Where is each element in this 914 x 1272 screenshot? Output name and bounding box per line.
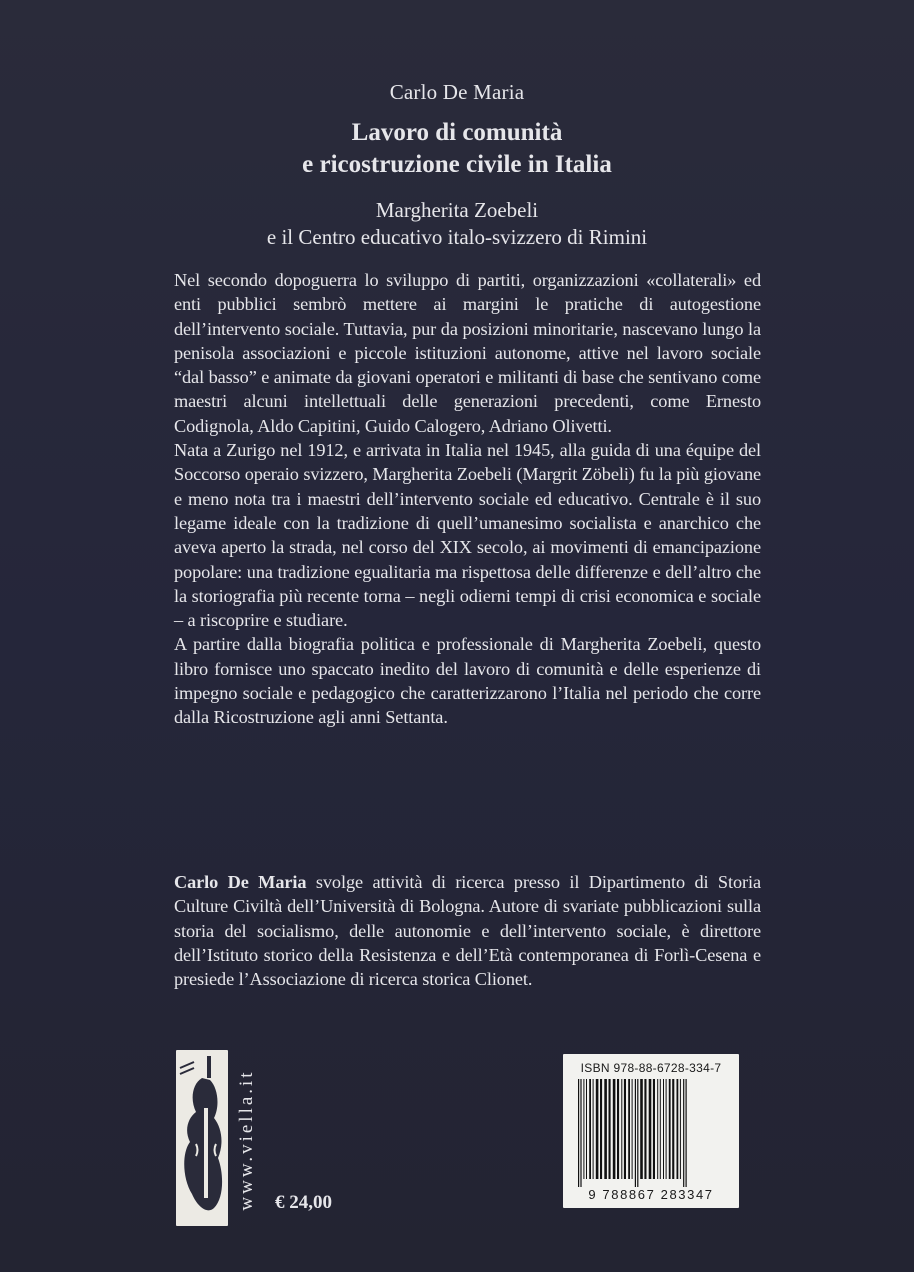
blurb-paragraph: Nel secondo dopoguerra lo sviluppo di partiti, organizzazioni «collaterali» ed enti pubblici sembrò mettere ai margini le pratiche di autogestione dell’intervento sociale. Tuttavia, pur da posizioni minoritarie, nascevano lungo la penisola associazioni e piccole istituzioni autonome, attive nel lavoro sociale “dal basso” e animate da giovani operatori e militanti di base che sentivano come maestri alcuni intellettuali delle generazioni precedenti, come Ernesto Codignola, Aldo Capitini, Guido Calogero, Adriano Olivetti.: [174, 270, 761, 436]
book-subtitle: [0, 197, 914, 251]
publisher-website-text: www.viella.it: [236, 1069, 257, 1211]
book-blurb: [174, 268, 761, 730]
violin-icon: [174, 1048, 230, 1228]
barcode-digits: 9 788867 283347: [588, 1187, 714, 1202]
book-subtitle-line: e il Centro educativo italo-svizzero di Rimini: [266, 225, 648, 249]
book-title-line: e ricostruzione civile in Italia: [302, 151, 612, 178]
author-bio-text: svolge attività di ricerca presso il Dipartimento di Storia Culture Civiltà dell’Università di Bologna. Autore di svariate pubblicazioni sulla storia del socialismo, delle autonomie e dell’intervento sociale, è direttore dell’Istituto storico della Resistenza e dell’Età contemporanea di Forlì-Cesena e presiede l’Associazione di ricerca storica Clionet.: [174, 872, 761, 990]
barcode-panel: [563, 1054, 739, 1208]
price: € 24,00: [275, 1192, 332, 1213]
author-name: Carlo De Maria: [389, 80, 525, 104]
author-bio: [174, 870, 761, 991]
book-title-line: Lavoro di comunità: [351, 119, 563, 146]
publisher-website: [232, 1050, 262, 1230]
isbn-label: ISBN 978-88-6728-334-7: [580, 1061, 722, 1075]
book-title: [0, 117, 914, 181]
author-bio-paragraph: [174, 870, 761, 991]
blurb-paragraph: Nata a Zurigo nel 1912, e arrivata in Italia nel 1945, alla guida di una équipe del Soccorso operaio svizzero, Margherita Zoebeli (Margrit Zöbeli) fu la più giovane e meno nota tra i maestri dell’intervento sociale ed educativo. Centrale è il suo legame ideale con la tradizione di quell’umanesimo socialista e anarchico che aveva aperto la strada, nel corso del XIX secolo, ai movimenti di emancipazione popolare: una tradizione egualitaria ma rispettosa delle differenze e dell’altro che la storiografia più recente torna – negli odierni tempi di crisi economica e sociale – a riscoprire e studiare.: [174, 440, 761, 631]
barcode-icon: [577, 1079, 729, 1187]
author-bio-name: Carlo De Maria: [174, 872, 307, 892]
blurb-paragraph: A partire dalla biografia politica e professionale di Margherita Zoebeli, questo libro fornisce uno spaccato inedito del lavoro di comunità e delle esperienze di impegno sociale e pedagogico che caratterizzarono l’Italia nel periodo che corre dalla Ricostruzione agli anni Settanta.: [174, 634, 761, 728]
book-subtitle-line: Margherita Zoebeli: [375, 198, 539, 222]
